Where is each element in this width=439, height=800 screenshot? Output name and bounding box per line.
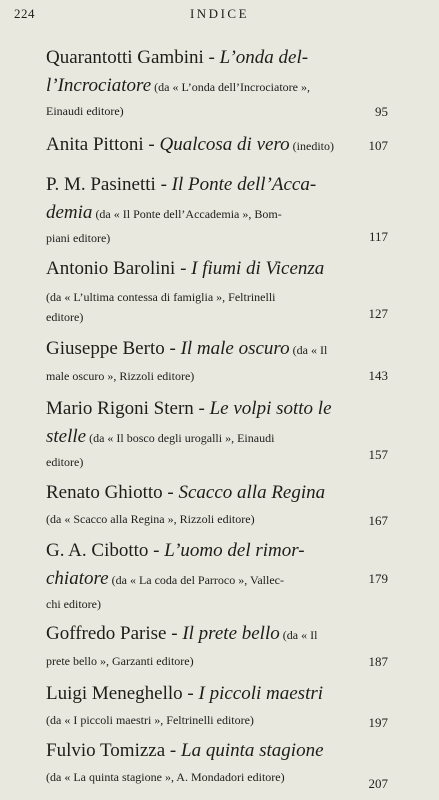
entry-title: Il Ponte dell’Acca- (171, 174, 317, 195)
entry-author: Renato Ghiotto (46, 482, 163, 503)
index-entry (46, 537, 386, 614)
entry-title: La quinta stagione (181, 740, 324, 761)
entry-page: 197 (368, 715, 388, 730)
entry-source: (da « L’onda dell’Incrociatore », (151, 80, 310, 94)
entry-author: Goffredo Parise (46, 623, 167, 644)
entry-source-cont: editore) (46, 455, 84, 469)
entry-author: Antonio Barolini (46, 258, 176, 279)
entry-title: Il male oscuro (180, 338, 290, 359)
entry-note: (inedito) (289, 139, 334, 153)
page-title: INDICE (189, 6, 250, 21)
index-entry (46, 680, 386, 730)
index-entry (46, 171, 386, 248)
index-entry (46, 737, 386, 787)
entry-page: 167 (368, 513, 388, 528)
entry-title: Qualcosa di vero (159, 134, 290, 155)
entry-author: Luigi Meneghello (46, 683, 183, 704)
entry-source-cont: chi editore) (46, 597, 101, 611)
index-entry (46, 620, 386, 671)
entry-title-cont: chiatore (46, 568, 109, 589)
entry-author: Mario Rigoni Stern (46, 398, 194, 419)
entry-source: (da « L’ultima contessa di famiglia », Feltrinelli (46, 290, 276, 304)
entry-source: (da « Il (279, 628, 318, 642)
entry-dash: - (148, 540, 165, 561)
entry-source: (da « La quinta stagione », A. Mondadori editore) (46, 770, 285, 784)
entry-author: G. A. Cibotto (46, 540, 149, 561)
index-entry (46, 335, 386, 386)
entry-title: Il prete bello (182, 623, 280, 644)
page-number: 224 (14, 6, 35, 21)
entry-title-cont: l’Incrociatore (46, 75, 152, 96)
entry-source: (da « Il bosco degli urogalli », Einaudi (86, 431, 275, 445)
entry-dash: - (193, 398, 210, 419)
entry-dash: - (165, 740, 181, 761)
entry-dash: - (175, 258, 192, 279)
index-entry (46, 44, 386, 121)
entry-page: 187 (368, 654, 388, 669)
entry-title-cont: demia (46, 202, 93, 223)
entry-dash: - (143, 134, 160, 155)
entry-page: 207 (368, 776, 388, 791)
entry-author: Fulvio Tomizza (46, 740, 166, 761)
entry-page: 117 (368, 229, 388, 244)
entry-title: I piccoli maestri (198, 683, 324, 704)
index-entry (46, 131, 386, 160)
entry-dash: - (203, 47, 220, 68)
entry-page: 143 (368, 368, 388, 383)
index-entry (46, 395, 386, 472)
entry-author: Quarantotti Gambini (46, 47, 204, 68)
entry-page: 157 (368, 447, 388, 462)
entry-page: 127 (368, 306, 388, 321)
entry-title: L’uomo del rimor- (164, 540, 305, 561)
entry-dash: - (166, 623, 183, 644)
entry-source-cont: editore) (46, 310, 84, 324)
page-header (14, 4, 425, 26)
index-entry (46, 479, 386, 529)
entry-title: I fiumi di Vicenza (191, 258, 325, 279)
entry-source: (da « Il (289, 343, 328, 357)
entry-author: Giuseppe Berto (46, 338, 165, 359)
entry-source: (da « I piccoli maestri », Feltrinelli editore) (46, 713, 254, 727)
entry-source: (da « Scacco alla Regina », Rizzoli editore) (46, 512, 255, 526)
entry-dash: - (182, 683, 199, 704)
entry-source-cont: male oscuro », Rizzoli editore) (46, 369, 195, 383)
entry-source: (da « Il Ponte dell’Accademia », Bom- (92, 207, 282, 221)
entry-title: Le volpi sotto le (209, 398, 332, 419)
index-entry (46, 255, 386, 327)
entry-page: 179 (368, 571, 388, 586)
entry-dash: - (162, 482, 179, 503)
entry-source-cont: prete bello », Garzanti editore) (46, 654, 194, 668)
entry-page: 95 (375, 104, 388, 119)
entry-author: P. M. Pasinetti (46, 174, 156, 195)
entry-title: L’onda del- (219, 47, 309, 68)
entry-title: Scacco alla Regina (178, 482, 326, 503)
entry-title-cont: stelle (46, 426, 87, 447)
entry-page: 107 (368, 138, 388, 153)
entry-author: Anita Pittoni (46, 134, 144, 155)
entry-source-cont: piani editore) (46, 231, 111, 245)
entry-dash: - (164, 338, 181, 359)
entry-dash: - (155, 174, 172, 195)
entry-source: (da « La coda del Parroco », Vallec- (108, 573, 284, 587)
entry-source-cont: Einaudi editore) (46, 104, 124, 118)
